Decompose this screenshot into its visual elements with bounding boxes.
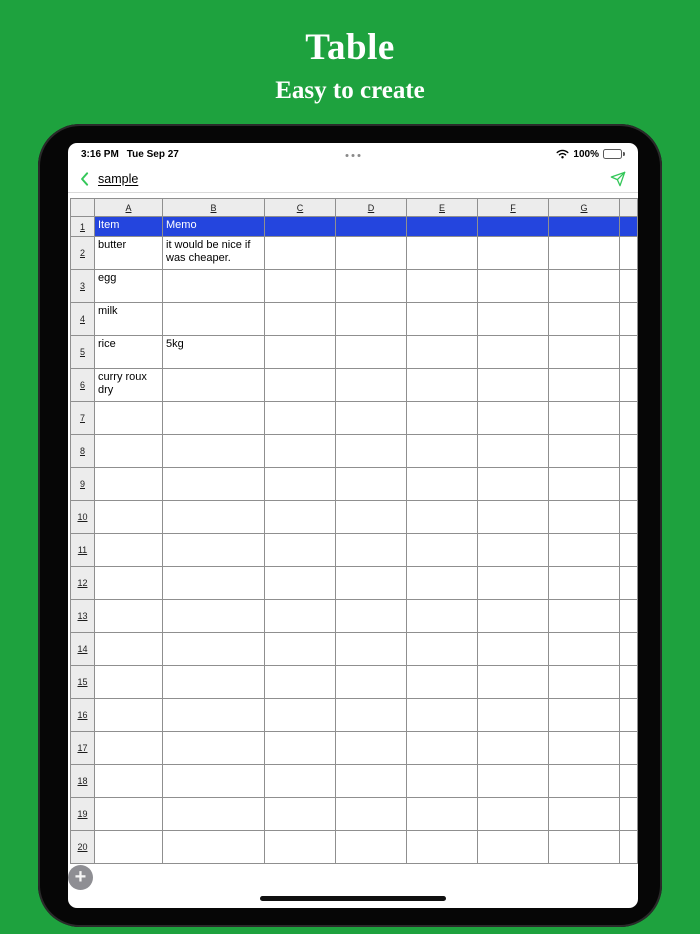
cell-A3[interactable]: egg	[95, 270, 163, 303]
ipad-frame	[38, 124, 662, 927]
cell-B7[interactable]	[163, 402, 265, 435]
cell-E20[interactable]	[407, 831, 478, 864]
cell-D12[interactable]	[336, 567, 407, 600]
cell-B5[interactable]: 5kg	[163, 336, 265, 369]
cell-B10[interactable]	[163, 501, 265, 534]
cell-E19[interactable]	[407, 798, 478, 831]
cell-D8[interactable]	[336, 435, 407, 468]
corner-cell[interactable]	[71, 199, 95, 217]
cell-B3[interactable]	[163, 270, 265, 303]
row-header-19-label: 19	[77, 809, 88, 819]
cell-A9[interactable]	[95, 468, 163, 501]
spreadsheet-grid	[70, 198, 638, 864]
battery-percent: 100%	[573, 148, 599, 160]
cell-F4[interactable]	[478, 303, 549, 336]
cell-D14[interactable]	[336, 633, 407, 666]
column-header-B-label: B	[210, 202, 217, 213]
cell-B14[interactable]	[163, 633, 265, 666]
plus-icon: +	[74, 865, 87, 888]
cell-E15[interactable]	[407, 666, 478, 699]
cell-B15[interactable]	[163, 666, 265, 699]
row-header-15-label: 15	[77, 677, 88, 687]
cell-A10[interactable]	[95, 501, 163, 534]
cell-B9[interactable]	[163, 468, 265, 501]
cell-partial-1[interactable]	[620, 217, 638, 237]
cell-G15[interactable]	[549, 666, 620, 699]
share-button[interactable]	[608, 169, 628, 189]
row-header-14[interactable]	[71, 633, 95, 666]
cell-G2[interactable]	[549, 237, 620, 270]
cell-partial-5[interactable]	[620, 336, 638, 369]
cell-C3[interactable]	[265, 270, 336, 303]
cell-partial-15[interactable]	[620, 666, 638, 699]
row-header-17-label: 17	[77, 743, 88, 753]
cell-B13[interactable]	[163, 600, 265, 633]
cell-A17[interactable]	[95, 732, 163, 765]
row-header-10-label: 10	[77, 512, 88, 522]
cell-B17[interactable]	[163, 732, 265, 765]
cell-C10[interactable]	[265, 501, 336, 534]
cell-A1[interactable]: Item	[95, 217, 163, 237]
row-header-20-label: 20	[77, 842, 88, 852]
cell-partial-4[interactable]	[620, 303, 638, 336]
row-header-11-label: 11	[77, 545, 88, 555]
row-header-6[interactable]	[71, 369, 95, 402]
row-header-4-label: 4	[79, 314, 85, 324]
column-header-F[interactable]	[478, 199, 549, 217]
cell-B12[interactable]	[163, 567, 265, 600]
status-time: 3:16 PM	[81, 148, 119, 160]
column-header-E[interactable]	[407, 199, 478, 217]
status-bar	[68, 143, 638, 165]
cell-B20[interactable]	[163, 831, 265, 864]
cell-G1[interactable]	[549, 217, 620, 237]
row-header-7[interactable]	[71, 402, 95, 435]
cell-C13[interactable]	[265, 600, 336, 633]
cell-D11[interactable]	[336, 534, 407, 567]
cell-partial-16[interactable]	[620, 699, 638, 732]
cell-C9[interactable]	[265, 468, 336, 501]
ipad-screen	[68, 143, 638, 908]
cell-E2[interactable]	[407, 237, 478, 270]
cell-partial-3[interactable]	[620, 270, 638, 303]
status-date: Tue Sep 27	[126, 148, 179, 160]
cell-G5[interactable]	[549, 336, 620, 369]
back-button[interactable]	[78, 170, 91, 188]
cell-D20[interactable]	[336, 831, 407, 864]
cell-C15[interactable]	[265, 666, 336, 699]
cell-C5[interactable]	[265, 336, 336, 369]
row-header-13[interactable]	[71, 600, 95, 633]
cell-F5[interactable]	[478, 336, 549, 369]
row-header-16-label: 16	[77, 710, 88, 720]
cell-G12[interactable]	[549, 567, 620, 600]
cell-F15[interactable]	[478, 666, 549, 699]
row-header-18[interactable]	[71, 765, 95, 798]
column-header-C[interactable]	[265, 199, 336, 217]
cell-partial-17[interactable]	[620, 732, 638, 765]
cell-partial-19[interactable]	[620, 798, 638, 831]
row-header-16[interactable]	[71, 699, 95, 732]
cell-G20[interactable]	[549, 831, 620, 864]
cell-E17[interactable]	[407, 732, 478, 765]
cell-E18[interactable]	[407, 765, 478, 798]
cell-F2[interactable]	[478, 237, 549, 270]
cell-D3[interactable]	[336, 270, 407, 303]
cell-A13[interactable]	[95, 600, 163, 633]
column-header-D[interactable]	[336, 199, 407, 217]
cell-C8[interactable]	[265, 435, 336, 468]
row-header-18-label: 18	[77, 776, 88, 786]
cell-G13[interactable]	[549, 600, 620, 633]
cell-F12[interactable]	[478, 567, 549, 600]
cell-C19[interactable]	[265, 798, 336, 831]
row-header-14-label: 14	[77, 644, 88, 654]
column-header-partial[interactable]	[620, 199, 638, 217]
cell-G16[interactable]	[549, 699, 620, 732]
cell-G10[interactable]	[549, 501, 620, 534]
cell-D18[interactable]	[336, 765, 407, 798]
cell-C7[interactable]	[265, 402, 336, 435]
column-header-F-label: F	[510, 202, 516, 213]
cell-A15[interactable]	[95, 666, 163, 699]
cell-F9[interactable]	[478, 468, 549, 501]
cell-F11[interactable]	[478, 534, 549, 567]
cell-partial-7[interactable]	[620, 402, 638, 435]
cell-A18[interactable]	[95, 765, 163, 798]
cell-D10[interactable]	[336, 501, 407, 534]
cell-D5[interactable]	[336, 336, 407, 369]
document-title[interactable]: sample	[98, 171, 139, 186]
cell-F10[interactable]	[478, 501, 549, 534]
cell-F1[interactable]	[478, 217, 549, 237]
cell-E14[interactable]	[407, 633, 478, 666]
cell-F3[interactable]	[478, 270, 549, 303]
row-header-2[interactable]	[71, 237, 95, 270]
cell-C6[interactable]	[265, 369, 336, 402]
cell-G4[interactable]	[549, 303, 620, 336]
row-header-1-label: 1	[79, 221, 85, 232]
cell-G6[interactable]	[549, 369, 620, 402]
row-header-2-label: 2	[79, 248, 85, 258]
cell-G17[interactable]	[549, 732, 620, 765]
cell-C17[interactable]	[265, 732, 336, 765]
add-row-button[interactable]	[68, 865, 93, 890]
cell-C16[interactable]	[265, 699, 336, 732]
cell-E16[interactable]	[407, 699, 478, 732]
cell-E11[interactable]	[407, 534, 478, 567]
cell-A16[interactable]	[95, 699, 163, 732]
cell-G3[interactable]	[549, 270, 620, 303]
cell-F6[interactable]	[478, 369, 549, 402]
home-indicator[interactable]	[260, 896, 446, 901]
multitask-indicator-icon	[346, 154, 361, 157]
cell-G14[interactable]	[549, 633, 620, 666]
cell-A20[interactable]	[95, 831, 163, 864]
cell-G11[interactable]	[549, 534, 620, 567]
row-header-15[interactable]	[71, 666, 95, 699]
cell-B1[interactable]: Memo	[163, 217, 265, 237]
column-header-D-label: D	[367, 202, 375, 213]
cell-F20[interactable]	[478, 831, 549, 864]
row-header-8-label: 8	[79, 446, 85, 456]
cell-C12[interactable]	[265, 567, 336, 600]
cell-G8[interactable]	[549, 435, 620, 468]
column-header-A[interactable]	[95, 199, 163, 217]
cell-F17[interactable]	[478, 732, 549, 765]
cell-A11[interactable]	[95, 534, 163, 567]
battery-icon	[603, 149, 625, 159]
cell-partial-14[interactable]	[620, 633, 638, 666]
banner	[0, 0, 700, 105]
cell-G9[interactable]	[549, 468, 620, 501]
row-header-13-label: 13	[77, 611, 88, 621]
cell-G18[interactable]	[549, 765, 620, 798]
cell-B4[interactable]	[163, 303, 265, 336]
row-header-10[interactable]	[71, 501, 95, 534]
cell-partial-2[interactable]	[620, 237, 638, 270]
cell-E6[interactable]	[407, 369, 478, 402]
cell-A8[interactable]	[95, 435, 163, 468]
cell-D17[interactable]	[336, 732, 407, 765]
cell-B11[interactable]	[163, 534, 265, 567]
cell-D6[interactable]	[336, 369, 407, 402]
cell-C14[interactable]	[265, 633, 336, 666]
nav-bar	[68, 165, 638, 192]
row-header-8[interactable]	[71, 435, 95, 468]
cell-D13[interactable]	[336, 600, 407, 633]
cell-F18[interactable]	[478, 765, 549, 798]
cell-G19[interactable]	[549, 798, 620, 831]
row-header-9[interactable]	[71, 468, 95, 501]
cell-F7[interactable]	[478, 402, 549, 435]
cell-C20[interactable]	[265, 831, 336, 864]
row-header-12[interactable]	[71, 567, 95, 600]
cell-C1[interactable]	[265, 217, 336, 237]
cell-D4[interactable]	[336, 303, 407, 336]
cell-E13[interactable]	[407, 600, 478, 633]
send-icon	[610, 171, 626, 187]
row-header-5[interactable]	[71, 336, 95, 369]
cell-partial-12[interactable]	[620, 567, 638, 600]
row-header-3[interactable]	[71, 270, 95, 303]
cell-B19[interactable]	[163, 798, 265, 831]
cell-C11[interactable]	[265, 534, 336, 567]
cell-partial-9[interactable]	[620, 468, 638, 501]
cell-E7[interactable]	[407, 402, 478, 435]
row-header-19[interactable]	[71, 798, 95, 831]
row-header-7-label: 7	[79, 413, 85, 423]
banner-title: Table	[305, 27, 395, 68]
row-header-12-label: 12	[77, 578, 88, 588]
cell-C2[interactable]	[265, 237, 336, 270]
cell-E5[interactable]	[407, 336, 478, 369]
cell-A2[interactable]: butter	[95, 237, 163, 270]
cell-A12[interactable]	[95, 567, 163, 600]
row-header-1[interactable]	[71, 217, 95, 237]
cell-B18[interactable]	[163, 765, 265, 798]
cell-B2[interactable]: it would be nice if was cheaper.	[163, 237, 265, 270]
cell-D15[interactable]	[336, 666, 407, 699]
row-header-17[interactable]	[71, 732, 95, 765]
row-header-4[interactable]	[71, 303, 95, 336]
cell-F13[interactable]	[478, 600, 549, 633]
cell-D9[interactable]	[336, 468, 407, 501]
wifi-icon	[556, 149, 569, 159]
cell-E4[interactable]	[407, 303, 478, 336]
cell-E9[interactable]	[407, 468, 478, 501]
cell-B6[interactable]	[163, 369, 265, 402]
cell-E8[interactable]	[407, 435, 478, 468]
cell-A6[interactable]: curry roux dry	[95, 369, 163, 402]
nav-divider	[68, 192, 638, 193]
column-header-G-label: G	[580, 202, 588, 213]
cell-C4[interactable]	[265, 303, 336, 336]
cell-D7[interactable]	[336, 402, 407, 435]
column-header-B[interactable]	[163, 199, 265, 217]
cell-partial-6[interactable]	[620, 369, 638, 402]
cell-B16[interactable]	[163, 699, 265, 732]
cell-F19[interactable]	[478, 798, 549, 831]
column-header-E-label: E	[438, 202, 445, 213]
cell-partial-13[interactable]	[620, 600, 638, 633]
row-header-11[interactable]	[71, 534, 95, 567]
row-header-3-label: 3	[79, 281, 85, 291]
banner-subtitle: Easy to create	[275, 77, 425, 104]
cell-E1[interactable]	[407, 217, 478, 237]
cell-D19[interactable]	[336, 798, 407, 831]
cell-E3[interactable]	[407, 270, 478, 303]
chevron-left-icon	[80, 172, 89, 186]
column-header-A-label: A	[125, 202, 132, 213]
column-header-C-label: C	[296, 202, 304, 213]
cell-partial-18[interactable]	[620, 765, 638, 798]
cell-B8[interactable]	[163, 435, 265, 468]
column-header-G[interactable]	[549, 199, 620, 217]
cell-A5[interactable]: rice	[95, 336, 163, 369]
cell-E10[interactable]	[407, 501, 478, 534]
cell-F8[interactable]	[478, 435, 549, 468]
cell-partial-10[interactable]	[620, 501, 638, 534]
row-header-6-label: 6	[79, 380, 85, 390]
cell-F16[interactable]	[478, 699, 549, 732]
cell-D16[interactable]	[336, 699, 407, 732]
cell-A19[interactable]	[95, 798, 163, 831]
cell-partial-8[interactable]	[620, 435, 638, 468]
cell-F14[interactable]	[478, 633, 549, 666]
row-header-20[interactable]	[71, 831, 95, 864]
cell-D1[interactable]	[336, 217, 407, 237]
cell-C18[interactable]	[265, 765, 336, 798]
cell-partial-20[interactable]	[620, 831, 638, 864]
cell-E12[interactable]	[407, 567, 478, 600]
cell-A4[interactable]: milk	[95, 303, 163, 336]
row-header-9-label: 9	[79, 479, 85, 489]
row-header-5-label: 5	[79, 347, 85, 357]
cell-partial-11[interactable]	[620, 534, 638, 567]
cell-G7[interactable]	[549, 402, 620, 435]
cell-D2[interactable]	[336, 237, 407, 270]
cell-A14[interactable]	[95, 633, 163, 666]
cell-A7[interactable]	[95, 402, 163, 435]
